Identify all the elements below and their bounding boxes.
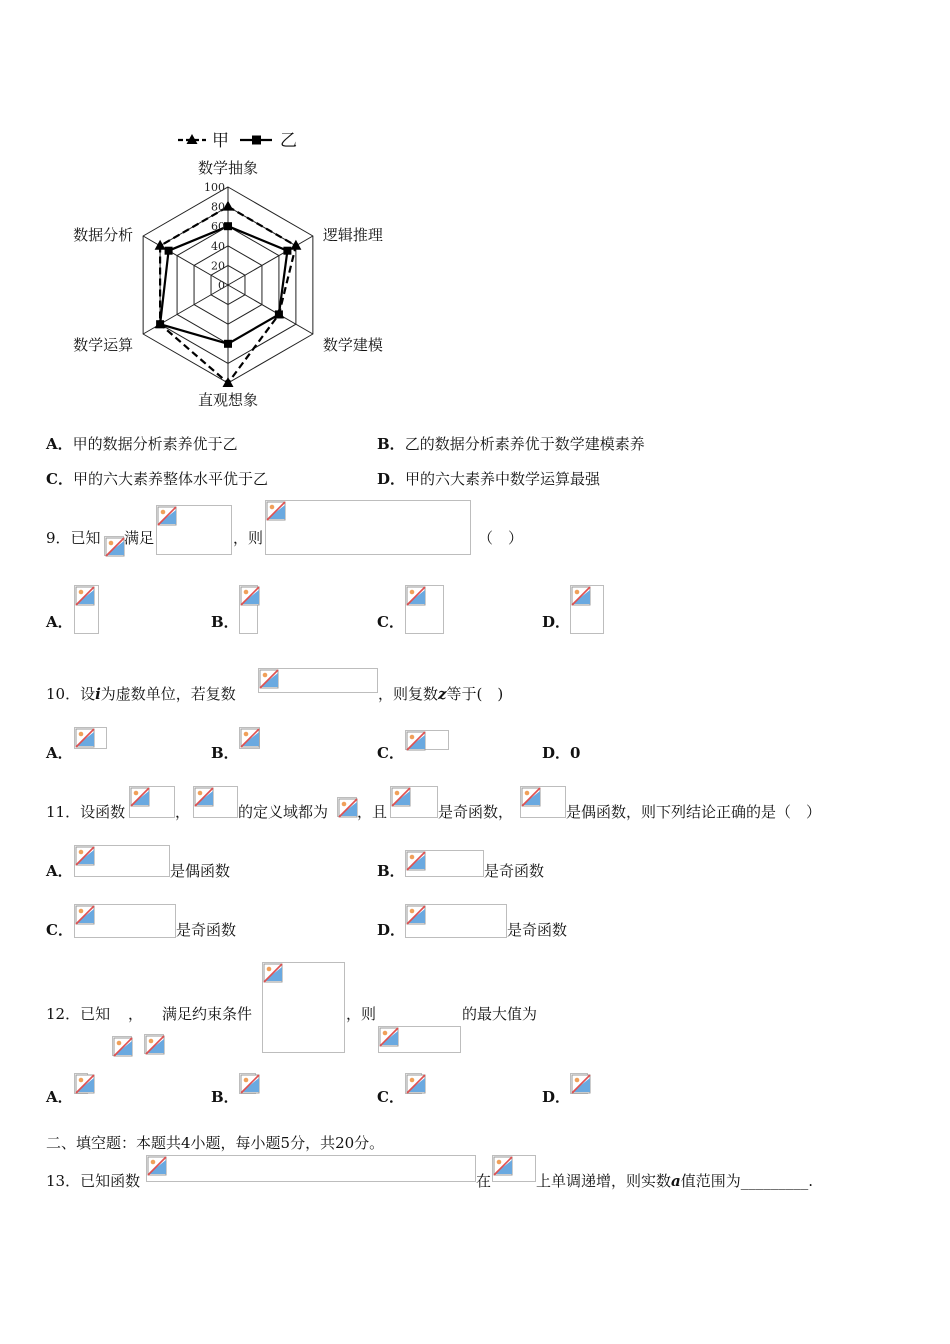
broken-image-icon	[390, 786, 438, 818]
answer-blank[interactable]: _________	[740, 1172, 809, 1190]
option-9a-label: A．	[46, 613, 73, 631]
broken-image-icon	[262, 962, 345, 1053]
broken-image-icon	[520, 786, 566, 818]
q11-stem-4: ，且	[357, 803, 388, 821]
broken-image-glyph	[75, 1074, 95, 1094]
option-12a-label: A．	[46, 1088, 73, 1106]
q10-text: 为虚数单位，若复数	[100, 685, 236, 703]
broken-image-icon	[405, 850, 484, 877]
option-11c-label: C．	[46, 921, 73, 939]
variable-z: z	[438, 685, 447, 703]
broken-image-glyph	[130, 787, 150, 807]
broken-image-glyph	[240, 728, 260, 748]
option-8b	[377, 434, 645, 454]
broken-image-icon	[492, 1155, 536, 1182]
q12-stem-3: 满足约束条件	[162, 1005, 253, 1023]
tick-label: 100	[204, 181, 225, 194]
broken-image-glyph	[145, 1035, 165, 1055]
axis-label: 数学抽象	[197, 159, 259, 177]
option-12d-label: D．	[542, 1088, 571, 1106]
broken-image-glyph	[391, 787, 411, 807]
q12-stem-2: ，	[128, 1005, 144, 1023]
broken-image-glyph	[157, 506, 177, 526]
option-10c-label: C．	[377, 744, 404, 762]
broken-image-glyph	[521, 787, 541, 807]
option-9b-label: B．	[211, 613, 239, 631]
q13-stem-2: 在	[476, 1172, 492, 1190]
q10-stem-1	[46, 684, 236, 704]
option-text: 乙的数据分析素养优于数学建模素养	[404, 435, 645, 453]
variable-a: a	[671, 1172, 681, 1190]
broken-image-glyph	[105, 537, 125, 557]
broken-image-icon	[74, 727, 107, 749]
broken-image-icon	[74, 845, 170, 877]
option-8c	[46, 469, 268, 489]
q12-stem-5: 的最大值为	[462, 1005, 538, 1023]
broken-image-glyph	[75, 846, 95, 866]
broken-image-glyph	[75, 728, 95, 748]
option-value: 0	[570, 744, 581, 762]
q10-text: 10．设	[46, 685, 96, 703]
broken-image-icon	[405, 730, 449, 750]
q10-stem-2	[378, 684, 503, 704]
q13-text: 值范围为	[680, 1172, 741, 1190]
series-point-乙	[156, 320, 164, 328]
broken-image-glyph	[379, 1027, 399, 1047]
broken-image-glyph	[406, 586, 426, 606]
series-point-乙	[224, 340, 232, 348]
option-9c-label: C．	[377, 613, 404, 631]
broken-image-icon	[570, 585, 604, 634]
axis-label: 逻辑推理	[322, 226, 383, 244]
axis-label: 数学运算	[73, 336, 134, 354]
q11-stem-3: 的定义域都为	[238, 803, 329, 821]
broken-image-icon	[239, 1073, 256, 1094]
axis-label: 数学建模	[322, 336, 383, 354]
series-point-甲	[223, 377, 234, 387]
broken-image-glyph	[406, 731, 426, 751]
series-point-甲	[290, 240, 301, 250]
broken-image-glyph	[406, 1074, 426, 1094]
q12-stem-4: ，则	[346, 1005, 377, 1023]
option-11b-label: B．	[377, 862, 405, 880]
series-point-乙	[165, 247, 173, 255]
q13-text: 上单调递增，则实数	[536, 1172, 672, 1190]
q10-text: 等于( )	[446, 685, 504, 703]
broken-image-icon	[265, 500, 471, 555]
option-9d-label: D．	[542, 613, 571, 631]
tick-label: 80	[211, 200, 225, 214]
axis-label: 数据分析	[73, 226, 134, 244]
broken-image-icon	[74, 585, 99, 634]
legend-label-甲: 甲	[212, 131, 229, 151]
broken-image-icon	[104, 536, 124, 556]
series-point-乙	[283, 247, 291, 255]
option-label: D．	[377, 470, 406, 488]
broken-image-icon	[112, 1036, 132, 1056]
q11-stem-2: ，	[175, 803, 191, 821]
option-11d-label: D．	[377, 921, 406, 939]
broken-image-glyph	[406, 851, 426, 871]
broken-image-icon	[405, 585, 444, 634]
broken-image-icon	[405, 1073, 422, 1094]
broken-image-glyph	[263, 963, 283, 983]
broken-image-icon	[405, 904, 507, 938]
option-text: 甲的数据分析素养优于乙	[72, 435, 238, 453]
broken-image-icon	[378, 1026, 461, 1053]
grid-spoke	[228, 285, 313, 334]
option-label: D．	[542, 744, 571, 762]
axis-label: 直观想象	[197, 391, 259, 409]
option-11a-text: 是偶函数	[170, 862, 231, 880]
option-label: B．	[377, 435, 405, 453]
option-11d-text: 是奇函数	[507, 921, 568, 939]
broken-image-glyph	[266, 501, 286, 521]
option-11a-label: A．	[46, 862, 73, 880]
broken-image-glyph	[493, 1156, 513, 1176]
broken-image-glyph	[571, 1074, 591, 1094]
option-10b-label: B．	[211, 744, 239, 762]
broken-image-icon	[239, 727, 260, 749]
broken-image-glyph	[113, 1037, 133, 1057]
q9-stem-4: （ ）	[478, 529, 524, 547]
q11-stem-1: 11．设函数	[46, 803, 126, 821]
q9-stem-2: 满足	[124, 529, 155, 547]
legend-marker-乙	[252, 136, 261, 145]
broken-image-icon	[337, 797, 357, 817]
option-text: 甲的六大素养整体水平优于乙	[72, 470, 268, 488]
broken-image-icon	[144, 1034, 164, 1054]
option-12b-label: B．	[211, 1088, 239, 1106]
tick-label: 0	[218, 279, 225, 292]
broken-image-glyph	[147, 1156, 167, 1176]
broken-image-icon	[193, 786, 238, 818]
series-point-乙	[224, 222, 232, 230]
q13-stem-1: 13．已知函数	[46, 1172, 141, 1190]
broken-image-glyph	[75, 905, 95, 925]
option-12c-label: C．	[377, 1088, 404, 1106]
series-point-乙	[275, 310, 283, 318]
option-10d	[542, 743, 580, 763]
option-11b-text: 是奇函数	[484, 862, 545, 880]
broken-image-icon	[239, 585, 258, 634]
tick-label: 20	[211, 259, 225, 273]
broken-image-glyph	[571, 586, 591, 606]
option-8a	[46, 434, 238, 454]
broken-image-icon	[258, 668, 378, 693]
broken-image-icon	[146, 1155, 476, 1182]
broken-image-glyph	[406, 905, 426, 925]
q11-stem-5: 是奇函数，	[438, 803, 514, 821]
legend-label-乙: 乙	[280, 131, 297, 151]
tick-label: 40	[211, 239, 225, 253]
broken-image-glyph	[240, 1074, 260, 1094]
broken-image-glyph	[338, 798, 358, 818]
option-text: 甲的六大素养中数学运算最强	[405, 470, 601, 488]
broken-image-icon	[74, 904, 176, 938]
broken-image-glyph	[259, 669, 279, 689]
variable-i: i	[95, 685, 101, 703]
section-heading: 二、填空题：本题共4小题，每小题5分，共20分。	[46, 1134, 385, 1152]
q9-stem-1: 9．已知	[46, 529, 101, 547]
series-point-甲	[155, 240, 166, 250]
broken-image-glyph	[240, 586, 260, 606]
option-label: C．	[46, 470, 73, 488]
broken-image-icon	[570, 1073, 588, 1094]
option-11c-text: 是奇函数	[176, 921, 237, 939]
broken-image-icon	[129, 786, 175, 818]
q10-text: ，则复数	[378, 685, 439, 703]
broken-image-glyph	[194, 787, 214, 807]
q12-stem-1: 12．已知	[46, 1005, 111, 1023]
radar-chart	[60, 120, 400, 410]
option-8d	[377, 469, 600, 489]
chart-legend	[178, 131, 297, 151]
broken-image-icon	[156, 505, 232, 555]
q13-stem-3	[536, 1171, 813, 1191]
broken-image-icon	[74, 1073, 88, 1094]
tick-label: 60	[211, 220, 225, 234]
q9-stem-3: ，则	[233, 529, 264, 547]
option-10a-label: A．	[46, 744, 73, 762]
broken-image-glyph	[75, 586, 95, 606]
chart-grid	[143, 187, 313, 383]
option-label: A．	[46, 435, 73, 453]
q11-stem-6: 是偶函数，则下列结论正确的是（ ）	[566, 803, 822, 821]
q13-text: .	[808, 1172, 814, 1190]
